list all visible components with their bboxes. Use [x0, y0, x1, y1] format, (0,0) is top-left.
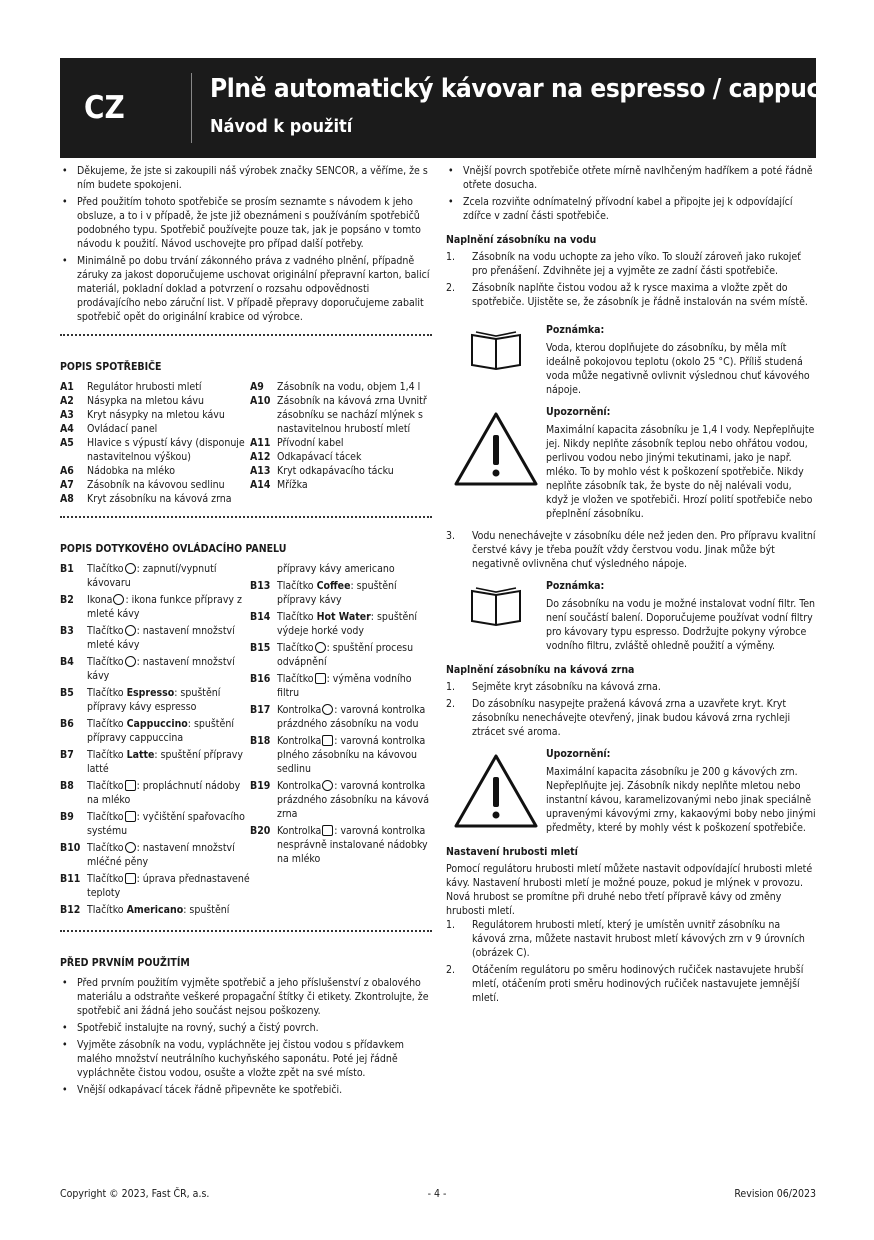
section-heading-water: Naplnění zásobníku na vodu	[446, 234, 597, 246]
list-item	[446, 918, 816, 960]
item-description: Ovládací panel	[87, 423, 158, 435]
step-text: Sejměte kryt zásobníku na kávová zrna.	[472, 681, 661, 693]
item-label: Tlačítko	[87, 842, 124, 854]
milk-jug-warning-icon	[322, 825, 333, 836]
thermometer-icon	[125, 873, 136, 884]
step-number: 1.	[446, 681, 456, 693]
list-item	[60, 717, 250, 745]
step-number: 2.	[446, 964, 456, 976]
step-text: Zásobník naplňte čistou vodou až k rysce maxima a vložte zpět do spotřebiče. Ujistěte se, že zásobník je řádně instalován na svém místě.	[472, 282, 808, 308]
step-number: 1.	[446, 919, 456, 931]
item-description: Zásobník na kávová zrna Uvnitř zásobníku se nachází mlýnek s nastavitelnou hrubostí mletí	[277, 395, 427, 435]
item-code: B12	[60, 904, 81, 916]
item-code: B5	[60, 687, 74, 699]
list-item	[60, 624, 250, 652]
document-header	[60, 58, 873, 158]
list-item: • Děkujeme, že jste si zakoupili náš výrobek značky SENCOR, a věříme, že s ním budete spokojeni.	[60, 164, 432, 192]
language-code: CZ	[84, 90, 125, 126]
note-text: Voda, kterou doplňujete do zásobníku, by měla mít ideálně pokojovou teplotu (okolo 25 °C). Příliš studená voda může negativně ovlivnit výslednou chuť kávového nápoje.	[546, 342, 810, 396]
list-item	[60, 492, 250, 506]
book-icon	[446, 323, 546, 397]
item-label: Tlačítko	[277, 611, 314, 623]
item-code	[250, 562, 277, 576]
list-item: • Vyjměte zásobník na vodu, vypláchněte jej čistou vodou s přídavkem malého množství neutrálního kuchyňského saponátu. Poté jej řádně vypláchněte čistou vodou, osušte a vložte zpět na své místo.	[60, 1038, 432, 1080]
list-item	[60, 436, 250, 464]
water-steps	[446, 250, 816, 309]
list-item	[446, 680, 816, 694]
item-label: Tlačítko	[277, 642, 314, 654]
grind-steps	[446, 918, 816, 1005]
item-label: Tlačítko	[87, 780, 124, 792]
list-item	[250, 562, 432, 576]
ground-coffee-icon	[113, 594, 124, 605]
item-code: A13	[250, 465, 271, 477]
step-text: Zásobník na vodu uchopte za jeho víko. To slouží zároveň jako rukojeť pro přenášení. Zdvihněte jej a vyjměte ze zadní části spotřebiče.	[472, 251, 801, 277]
header-divider	[191, 73, 192, 143]
warning-icon	[446, 405, 546, 521]
item-function: : varovná kontrolka prázdného zásobníku na kávová zrna	[277, 780, 429, 820]
list-item: • Spotřebič instalujte na rovný, suchý a čistý povrch.	[60, 1021, 432, 1035]
item-description	[87, 872, 250, 900]
item-label: Tlačítko	[277, 673, 314, 685]
parts-list	[60, 380, 432, 506]
item-function: : spuštění přípravy latté	[87, 749, 243, 775]
item-description	[277, 610, 432, 638]
item-code: B17	[250, 704, 271, 716]
list-item	[60, 748, 250, 776]
first-use-list	[60, 976, 432, 1097]
item-description	[277, 824, 432, 866]
item-description	[277, 562, 432, 576]
item-description	[277, 779, 432, 821]
step-number: 2.	[446, 282, 456, 294]
item-function: : varovná kontrolka nesprávně instalované nádobky na mléko	[277, 825, 428, 865]
item-description: Odkapávací tácek	[277, 451, 362, 463]
list-item	[250, 380, 432, 394]
item-label: Kontrolka	[277, 825, 322, 837]
item-description: Násypka na mletou kávu	[87, 395, 204, 407]
item-label: Tlačítko	[87, 873, 124, 885]
item-function: : spuštění procesu odvápnění	[277, 642, 414, 668]
step-number: 3.	[446, 530, 456, 542]
item-function: : spuštění výdeje horké vody	[277, 611, 417, 637]
item-description: Zásobník na vodu, objem 1,4 l	[277, 381, 421, 393]
item-function: : úprava přednastavené teploty	[87, 873, 250, 899]
list-item	[60, 810, 250, 838]
note-box	[446, 323, 816, 397]
item-code: B4	[60, 656, 74, 668]
item-code: B20	[250, 825, 271, 837]
item-code: B18	[250, 735, 271, 747]
warning-title: Upozornění:	[546, 406, 611, 418]
book-icon	[446, 579, 546, 653]
list-item	[250, 824, 432, 866]
list-item	[60, 478, 250, 492]
item-code: B6	[60, 718, 74, 730]
item-label: Tlačítko	[87, 687, 124, 699]
note-title: Poznámka:	[546, 324, 605, 336]
dotted-separator	[60, 516, 432, 518]
step-number: 2.	[446, 698, 456, 710]
step-text: Regulátorem hrubosti mletí, který je umístěn uvnitř zásobníku na kávová zrna, můžete nastavit hrubost mletí kávových zrn v 9 úrovních (obrázek C).	[472, 919, 805, 959]
item-function: : výměna vodního filtru	[277, 673, 412, 699]
item-code: B14	[250, 611, 271, 623]
item-code: A11	[250, 437, 271, 449]
step-text: Otáčením regulátoru po směru hodinových ručiček nastavujete hrubší mletí, otáčením proti směru hodinových ručiček nastavujete jemnější mletí.	[472, 964, 804, 1004]
item-function: : vyčištění spařovacího systému	[87, 811, 245, 837]
list-item	[446, 963, 816, 1005]
list-item	[250, 464, 432, 478]
item-label: Kontrolka	[277, 735, 322, 747]
list-item	[446, 250, 816, 278]
descale-icon	[315, 642, 326, 653]
bean-empty-icon	[322, 780, 333, 791]
item-function: : spuštění přípravy kávy espresso	[87, 687, 221, 713]
water-drop-icon	[322, 704, 333, 715]
warning-title: Upozornění:	[546, 748, 611, 760]
list-item	[60, 562, 250, 590]
item-description	[87, 624, 250, 652]
power-icon	[125, 563, 136, 574]
item-description	[87, 903, 250, 917]
item-code: B7	[60, 749, 74, 761]
item-code: B19	[250, 780, 271, 792]
document-subtitle: Návod k použití	[210, 116, 353, 137]
item-function: : varovná kontrolka plného zásobníku na kávovou sedlinu	[277, 735, 426, 775]
item-code: A14	[250, 479, 271, 491]
item-function: : nastavení množství kávy	[87, 656, 235, 682]
list-item	[60, 779, 250, 807]
warning-icon	[446, 747, 546, 835]
warning-box	[446, 405, 816, 521]
item-code: A10	[250, 395, 271, 407]
list-item	[60, 408, 250, 422]
button-name: Espresso	[126, 687, 175, 699]
right-column	[446, 164, 816, 1008]
list-item	[250, 734, 432, 776]
parts-column-1	[60, 380, 250, 506]
list-item	[60, 422, 250, 436]
list-item	[60, 872, 250, 900]
grind-intro: Pomocí regulátoru hrubosti mletí můžete nastavit odpovídající hrubosti mleté kávy. Nastavení hrubosti mletí je možné pouze, pokud je mlýnek v provozu. Nová hrubost se promítne při druhé nebo třetí přípravě kávy od změny hrubosti mletí.	[446, 863, 813, 917]
item-code: B2	[60, 594, 74, 606]
water-filter-icon	[315, 673, 326, 684]
item-function: : spuštění přípravy cappuccina	[87, 718, 234, 744]
list-item	[60, 841, 250, 869]
warning-text: Maximální kapacita zásobníku je 200 g kávových zrn. Nepřeplňujte jej. Zásobník nikdy neplňte mletou nebo instantní kávou, karamelizovanými nebo jinak speciálně upravenými kávovými zrny, kakaovými boby nebo jinými předměty, které by mohly vést k poškození spotřebiče.	[546, 766, 816, 834]
item-description	[87, 841, 250, 869]
item-code: A6	[60, 465, 74, 477]
list-item	[60, 903, 250, 917]
item-code: B11	[60, 873, 81, 885]
item-description: Kryt násypky na mletou kávu	[87, 409, 225, 421]
item-description	[277, 579, 432, 607]
list-item	[250, 450, 432, 464]
document-title: Plně automatický kávovar na espresso / cappuccino	[210, 74, 873, 104]
item-label: Kontrolka	[277, 780, 322, 792]
item-description	[277, 734, 432, 776]
list-item	[250, 478, 432, 492]
list-item	[446, 281, 816, 309]
parts-column-2	[250, 380, 432, 506]
item-description: Regulátor hrubosti mletí	[87, 381, 202, 393]
step-number: 1.	[446, 251, 456, 263]
section-heading-grind: Nastavení hrubosti mletí	[446, 846, 578, 858]
button-name: Coffee	[316, 580, 351, 592]
steam-clean-icon	[125, 811, 136, 822]
item-description	[277, 672, 432, 700]
milk-rinse-icon	[125, 780, 136, 791]
item-description	[87, 562, 250, 590]
item-code: B10	[60, 842, 81, 854]
section-heading-parts: POPIS SPOTŘEBIČE	[60, 361, 162, 373]
item-description	[87, 779, 250, 807]
left-column	[60, 164, 432, 1100]
panel-column-1	[60, 562, 250, 920]
item-code: A2	[60, 395, 74, 407]
list-item	[250, 610, 432, 638]
item-description	[87, 686, 250, 714]
item-label: Tlačítko	[87, 656, 124, 668]
item-description: Hlavice s výpustí kávy (disponuje nastavitelnou výškou)	[87, 437, 245, 463]
list-item	[60, 394, 250, 408]
item-code: A7	[60, 479, 74, 491]
list-item	[250, 436, 432, 450]
list-item	[250, 672, 432, 700]
list-item: • Minimálně po dobu trvání zákonného práva z vadného plnění, případně záruky za jakost doporučujeme uschovat originální přepravní karton, balicí materiál, pokladní doklad a potvrzení o rozsahu odpovědnosti prodávajícího nebo záruční list. V případě přepravy doporučujeme zabalit spotřebič opět do originální krabice od výrobce.	[60, 254, 432, 324]
list-item	[60, 593, 250, 621]
item-code: B1	[60, 563, 74, 575]
item-function: : ikona funkce přípravy z mleté kávy	[87, 594, 242, 620]
item-label: Tlačítko	[87, 811, 124, 823]
list-item	[60, 686, 250, 714]
list-item	[250, 703, 432, 731]
footer-revision: Revision 06/2023	[734, 1188, 816, 1200]
item-function: : nastavení množství mléčné pěny	[87, 842, 235, 868]
list-item: • Před prvním použitím vyjměte spotřebič a jeho příslušenství z obalového materiálu a odstraňte veškeré propagační štítky či etikety. Zkontrolujte, že spotřebič ani žádná jeho součást nejsou poškozeny.	[60, 976, 432, 1018]
list-item: • Vnější odkapávací tácek řádně připevněte ke spotřebiči.	[60, 1083, 432, 1097]
item-function: : spuštění	[183, 904, 230, 916]
item-code: A3	[60, 409, 74, 421]
button-name: Cappuccino	[126, 718, 188, 730]
section-heading-first-use: PŘED PRVNÍM POUŽITÍM	[60, 957, 190, 969]
list-item: • Před použitím tohoto spotřebiče se prosím seznamte s návodem k jeho obsluze, a to i v případě, že jste již obeznámeni s používáním spotřebičů podobného typu. Spotřebič používejte pouze tak, jak je popsáno v tomto návodu k použití. Návod uschovejte pro případ další potřeby.	[60, 195, 432, 251]
item-code: B13	[250, 580, 271, 592]
item-description	[277, 703, 432, 731]
list-item	[60, 655, 250, 683]
list-item	[250, 394, 432, 436]
button-name: Latte	[126, 749, 155, 761]
warning-box	[446, 747, 816, 835]
item-label: přípravy kávy americano	[277, 563, 395, 575]
water-step-3	[446, 529, 816, 571]
item-description: Zásobník na kávovou sedlinu	[87, 479, 225, 491]
item-code: A9	[250, 381, 264, 393]
item-label: Kontrolka	[277, 704, 322, 716]
list-item	[446, 529, 816, 571]
item-description: Kryt zásobníku na kávová zrna	[87, 493, 232, 505]
item-code: A1	[60, 381, 74, 393]
coffee-beans-icon	[125, 625, 136, 636]
item-function: : spuštění přípravy kávy	[277, 580, 397, 606]
item-code: B9	[60, 811, 74, 823]
prep-list	[446, 164, 816, 223]
item-description	[87, 655, 250, 683]
item-label: Ikona	[87, 594, 113, 606]
item-label: Tlačítko	[87, 563, 124, 575]
note-text: Do zásobníku na vodu je možné instalovat vodní filtr. Ten není součástí balení. Doporučujeme používat vodní filtry pro kávovary typu espresso. Dodržujte pokyny výrobce vodního filtru, zvláště ohledně použití a výměny.	[546, 598, 816, 652]
dotted-separator	[60, 334, 432, 336]
dotted-separator	[60, 930, 432, 932]
item-function: : propláchnutí nádoby na mléko	[87, 780, 241, 806]
list-item	[250, 579, 432, 607]
item-description	[87, 748, 250, 776]
item-code: A12	[250, 451, 271, 463]
item-description	[87, 810, 250, 838]
grounds-full-icon	[322, 735, 333, 746]
item-code: A8	[60, 493, 74, 505]
item-function: : nastavení množství mleté kávy	[87, 625, 235, 651]
item-description: Kryt odkapávacího tácku	[277, 465, 394, 477]
item-label: Tlačítko	[87, 904, 124, 916]
item-description	[87, 593, 250, 621]
panel-column-2	[250, 562, 432, 920]
note-title: Poznámka:	[546, 580, 605, 592]
footer-page-number: - 4 -	[427, 1188, 447, 1200]
item-description	[87, 717, 250, 745]
section-heading-beans: Naplnění zásobníku na kávová zrna	[446, 664, 635, 676]
item-description: Přívodní kabel	[277, 437, 344, 449]
note-box	[446, 579, 816, 653]
step-text: Vodu nenechávejte v zásobníku déle než jeden den. Pro přípravu kvalitní čerstvé kávy je třeba použít vždy čerstvou vodu. Jinak může být negativně ovlivněna chuť výsledného nápoje.	[472, 530, 816, 570]
list-item: • Vnější povrch spotřebiče otřete mírně navlhčeným hadříkem a poté řádně otřete dosucha.	[446, 164, 816, 192]
item-code: A4	[60, 423, 74, 435]
list-item: • Zcela rozviňte odnímatelný přívodní kabel a připojte jej k odpovídající zdířce v zadní části spotřebiče.	[446, 195, 816, 223]
item-description	[277, 641, 432, 669]
item-code: B8	[60, 780, 74, 792]
item-code: B15	[250, 642, 271, 654]
item-description: Mřížka	[277, 479, 308, 491]
item-code: B16	[250, 673, 271, 685]
cup-water-icon	[125, 656, 136, 667]
list-item	[250, 779, 432, 821]
milk-foam-icon	[125, 842, 136, 853]
list-item	[446, 697, 816, 739]
item-code: B3	[60, 625, 74, 637]
beans-steps	[446, 680, 816, 739]
item-label: Tlačítko	[277, 580, 314, 592]
item-function: : zapnutí/vypnutí kávovaru	[87, 563, 217, 589]
button-name: Americano	[126, 904, 184, 916]
intro-list	[60, 164, 432, 324]
item-label: Tlačítko	[87, 625, 124, 637]
list-item	[60, 380, 250, 394]
step-text: Do zásobníku nasypejte pražená kávová zrna a uzavřete kryt. Kryt zásobníku nenechávejte otevřený, jinak budou kávová zrna rychleji ztrácet své aroma.	[472, 698, 791, 738]
warning-text: Maximální kapacita zásobníku je 1,4 l vody. Nepřeplňujte jej. Nikdy neplňte zásobník teplou nebo ohřátou vodou, perlivou vodou nebo jinými tekutinami, jako je např. mléko. To by mohlo vést k poškození spotřebiče. Nikdy neplňte zásobník tak, že byste do něj nalévali vodu, když je vložen ve spotřebiči. Hrozí polití spotřebiče nebo přeplnění zásobníku.	[546, 424, 815, 520]
item-description: Nádobka na mléko	[87, 465, 175, 477]
section-heading-panel: POPIS DOTYKOVÉHO OVLÁDACÍHO PANELU	[60, 543, 287, 555]
item-label: Tlačítko	[87, 718, 124, 730]
item-function: : varovná kontrolka prázdného zásobníku na vodu	[277, 704, 426, 730]
button-name: Hot Water	[316, 611, 371, 623]
item-code: A5	[60, 437, 74, 449]
list-item	[60, 464, 250, 478]
item-label: Tlačítko	[87, 749, 124, 761]
panel-list	[60, 562, 432, 920]
footer-copyright: Copyright © 2023, Fast ČR, a.s.	[60, 1188, 210, 1200]
list-item	[250, 641, 432, 669]
